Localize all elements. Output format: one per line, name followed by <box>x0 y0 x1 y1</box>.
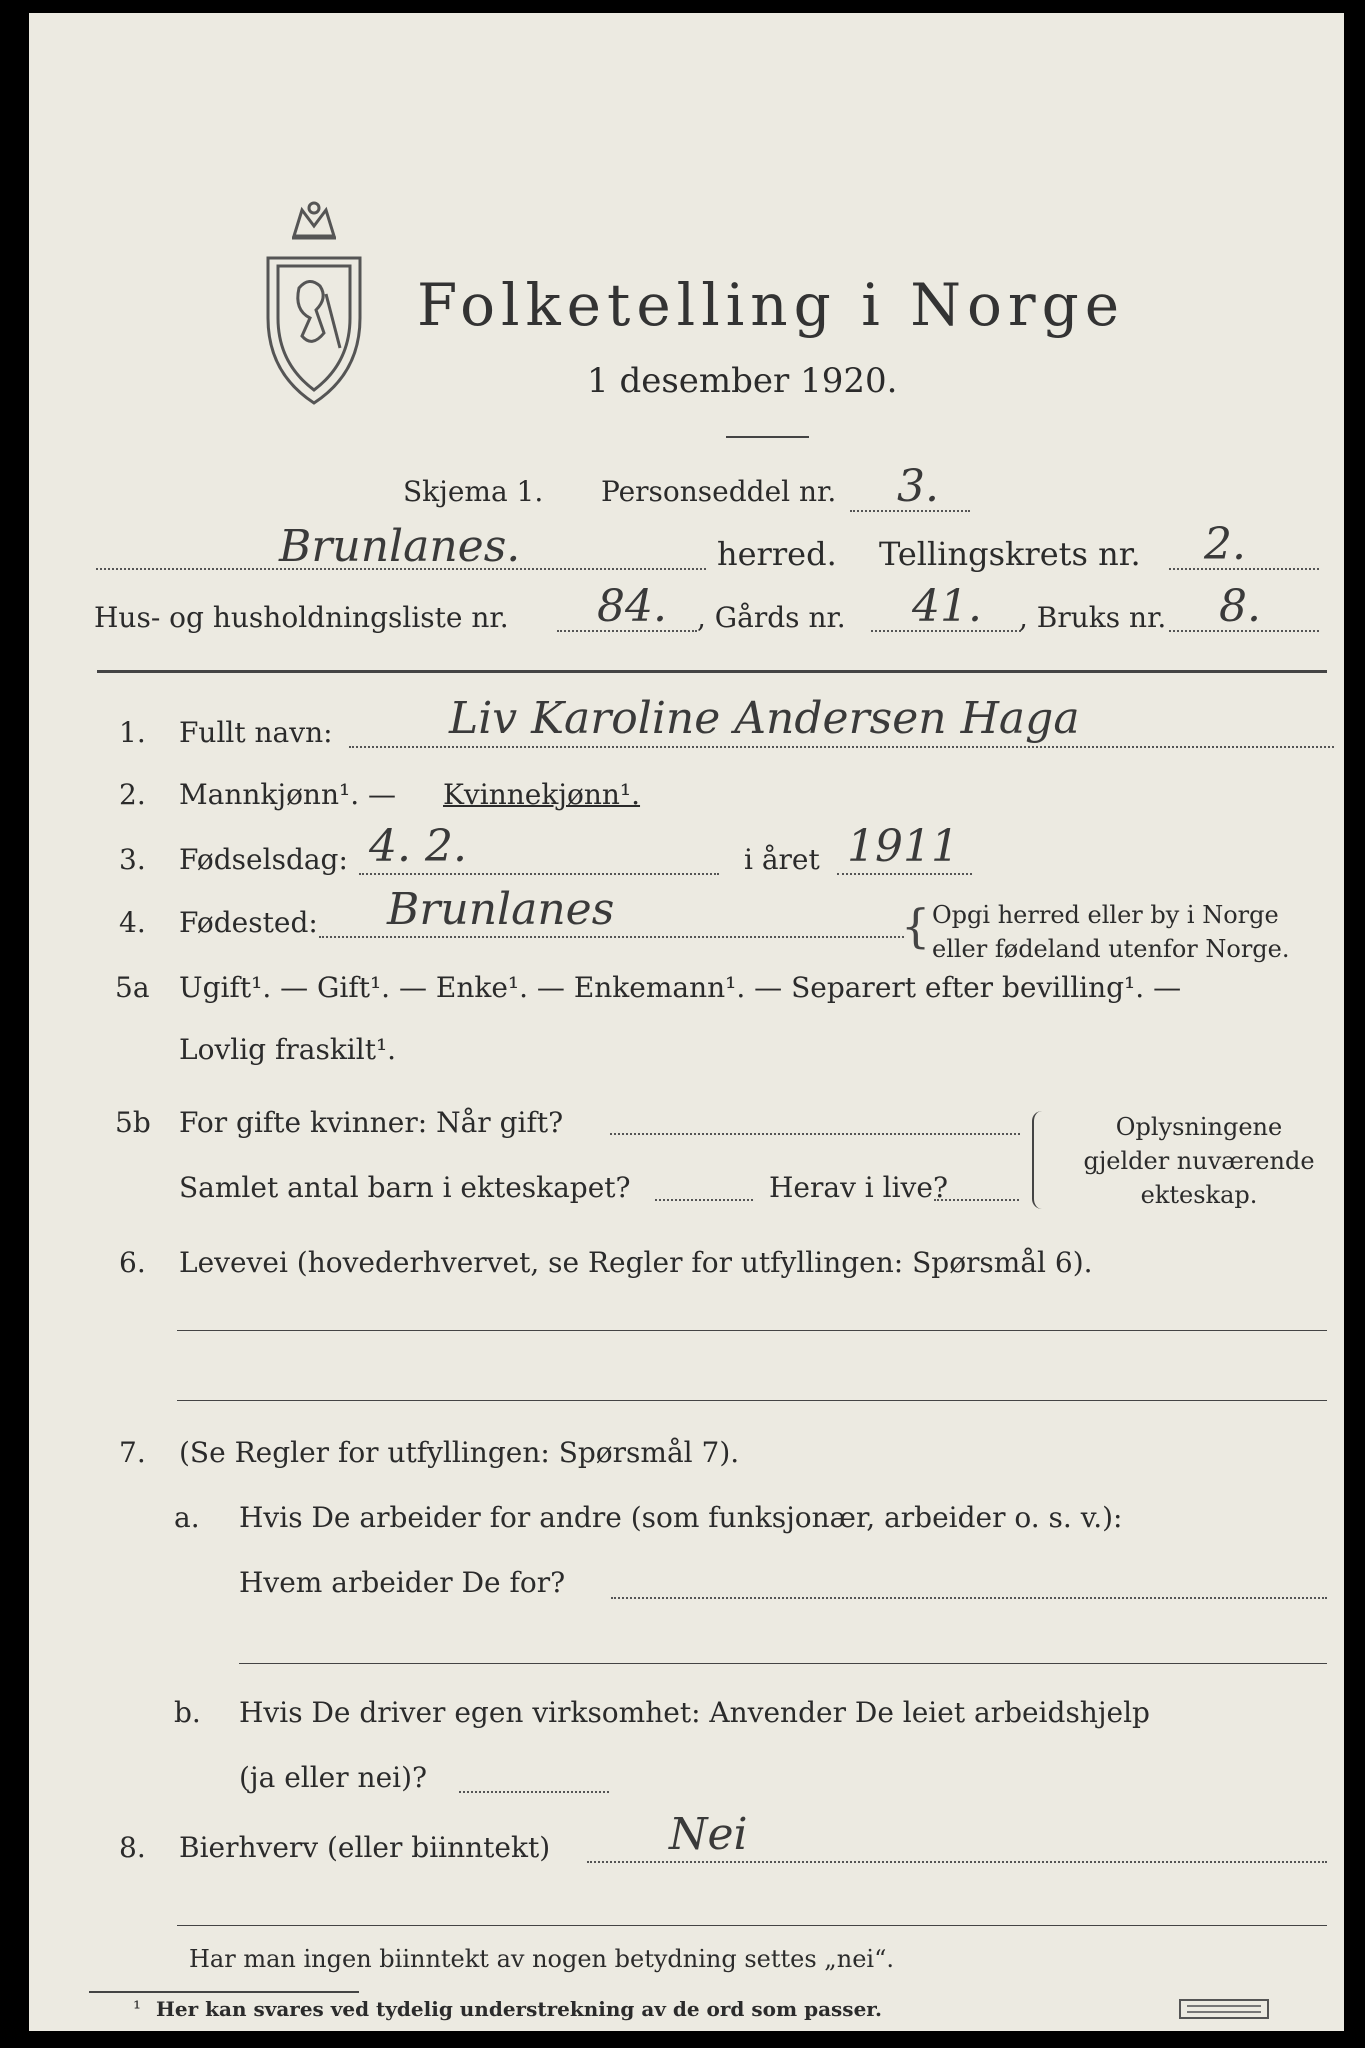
q8-answer-line2[interactable] <box>177 1925 1327 1926</box>
tellingskrets-label: Tellingskrets nr. <box>879 535 1141 573</box>
gards-label: , Gårds nr. <box>697 601 846 634</box>
q5a-options-cont[interactable]: Lovlig fraskilt¹. <box>179 1033 397 1066</box>
gards-value[interactable]: 41. <box>912 581 982 632</box>
q3-number: 3. <box>119 843 146 876</box>
census-date: 1 desember 1920. <box>587 361 898 401</box>
q2-male-option[interactable]: Mannkjønn¹. — <box>179 778 397 811</box>
q6-number: 6. <box>119 1246 146 1279</box>
q3-label: Fødselsdag: <box>179 843 348 876</box>
q5b-number: 5b <box>115 1106 151 1139</box>
q7a-answer-line2[interactable] <box>239 1663 1327 1664</box>
q5b-note-line3: ekteskap. <box>1140 1181 1258 1209</box>
tellingskrets-value[interactable]: 2. <box>1204 519 1246 570</box>
q3-birthdate-line <box>359 873 719 875</box>
q7a-number: a. <box>174 1501 200 1534</box>
title-divider <box>726 436 809 438</box>
q2-female-option[interactable]: Kvinnekjønn¹. <box>443 778 641 811</box>
q5b-married-line <box>610 1133 1020 1135</box>
q8-line <box>587 1861 1327 1863</box>
personseddel-value[interactable]: 3. <box>897 461 939 512</box>
herred-label: herred. <box>717 535 837 573</box>
q1-number: 1. <box>119 716 146 749</box>
q7-label: (Se Regler for utfyllingen: Spørsmål 7). <box>179 1436 740 1469</box>
footnote-divider <box>89 1991 359 1993</box>
q7b-yes-no-label: (ja eller nei)? <box>239 1761 428 1794</box>
q5b-note-line2: gjelder nuværende <box>1083 1147 1315 1175</box>
q5b-children-line <box>655 1199 753 1201</box>
personseddel-label: Personseddel nr. <box>601 475 837 508</box>
q1-line <box>349 746 1334 748</box>
q5a-options[interactable]: Ugift¹. — Gift¹. — Enke¹. — Enkemann¹. — Separert efter bevilling¹. — <box>179 971 1182 1004</box>
q2-number: 2. <box>119 778 146 811</box>
norway-coat-of-arms-icon <box>254 198 374 413</box>
q5b-married-label: For gifte kvinner: Når gift? <box>179 1106 564 1139</box>
q3-year-value[interactable]: 1911 <box>847 821 959 872</box>
herred-value[interactable]: Brunlanes. <box>279 521 521 572</box>
q6-answer-line1[interactable] <box>177 1330 1327 1331</box>
bruks-value[interactable]: 8. <box>1219 581 1261 632</box>
q7b-number: b. <box>174 1696 201 1729</box>
q1-label: Fullt navn: <box>179 716 333 749</box>
footnote-text: Her kan svares ved tydelig understrekning av de ord som passer. <box>156 1997 882 2021</box>
printer-stamp-icon <box>1179 1999 1269 2019</box>
q5b-alive-line <box>934 1199 1019 1201</box>
q7a-question: Hvis De arbeider for andre (som funksjonær, arbeider o. s. v.): <box>239 1501 1123 1534</box>
q8-value[interactable]: Nei <box>669 1809 748 1860</box>
q3-year-line <box>837 873 972 875</box>
footnote-mark: ¹ <box>133 1996 142 2020</box>
q7b-yes-no-line[interactable] <box>459 1791 609 1793</box>
form-title: Folketelling i Norge <box>417 271 1126 339</box>
q7a-employer-line[interactable] <box>611 1597 1327 1599</box>
q5b-alive-label: Herav i live? <box>769 1171 948 1204</box>
q4-line <box>319 936 904 938</box>
q5b-note-brace <box>1032 1111 1048 1209</box>
q5a-number: 5a <box>115 971 150 1004</box>
q1-full-name[interactable]: Liv Karoline Andersen Haga <box>449 693 1080 744</box>
q4-label: Fødested: <box>179 906 318 939</box>
header-divider <box>97 670 1327 673</box>
q7b-question: Hvis De driver egen virksomhet: Anvender De leiet arbeidshjelp <box>239 1696 1150 1729</box>
q7a-employer-label: Hvem arbeider De for? <box>239 1566 566 1599</box>
q3-birthdate-value[interactable]: 4. 2. <box>369 821 467 872</box>
q4-note-line2: eller fødeland utenfor Norge. <box>932 935 1290 963</box>
bruks-label: , Bruks nr. <box>1019 601 1167 634</box>
q4-note-line1: Opgi herred eller by i Norge <box>932 901 1279 929</box>
skjema-label: Skjema 1. <box>403 475 544 508</box>
q4-note-brace: { <box>901 899 931 953</box>
q8-note: Har man ingen biinntekt av nogen betydning settes „nei“. <box>189 1945 894 1973</box>
census-form-page <box>29 13 1344 2031</box>
q6-answer-line2[interactable] <box>177 1400 1327 1401</box>
hus-value[interactable]: 84. <box>597 581 667 632</box>
q6-label: Levevei (hovederhvervet, se Regler for utfyllingen: Spørsmål 6). <box>179 1246 1093 1279</box>
hus-label: Hus- og husholdningsliste nr. <box>94 601 509 634</box>
q7-number: 7. <box>119 1436 146 1469</box>
q3-year-label: i året <box>744 843 820 876</box>
q5b-children-label: Samlet antal barn i ekteskapet? <box>179 1171 631 1204</box>
q4-birthplace-value[interactable]: Brunlanes <box>387 884 615 935</box>
q4-number: 4. <box>119 906 146 939</box>
q8-number: 8. <box>119 1831 146 1864</box>
q8-label: Bierhverv (eller biinntekt) <box>179 1831 551 1864</box>
q5b-note-line1: Oplysningene <box>1115 1113 1283 1141</box>
